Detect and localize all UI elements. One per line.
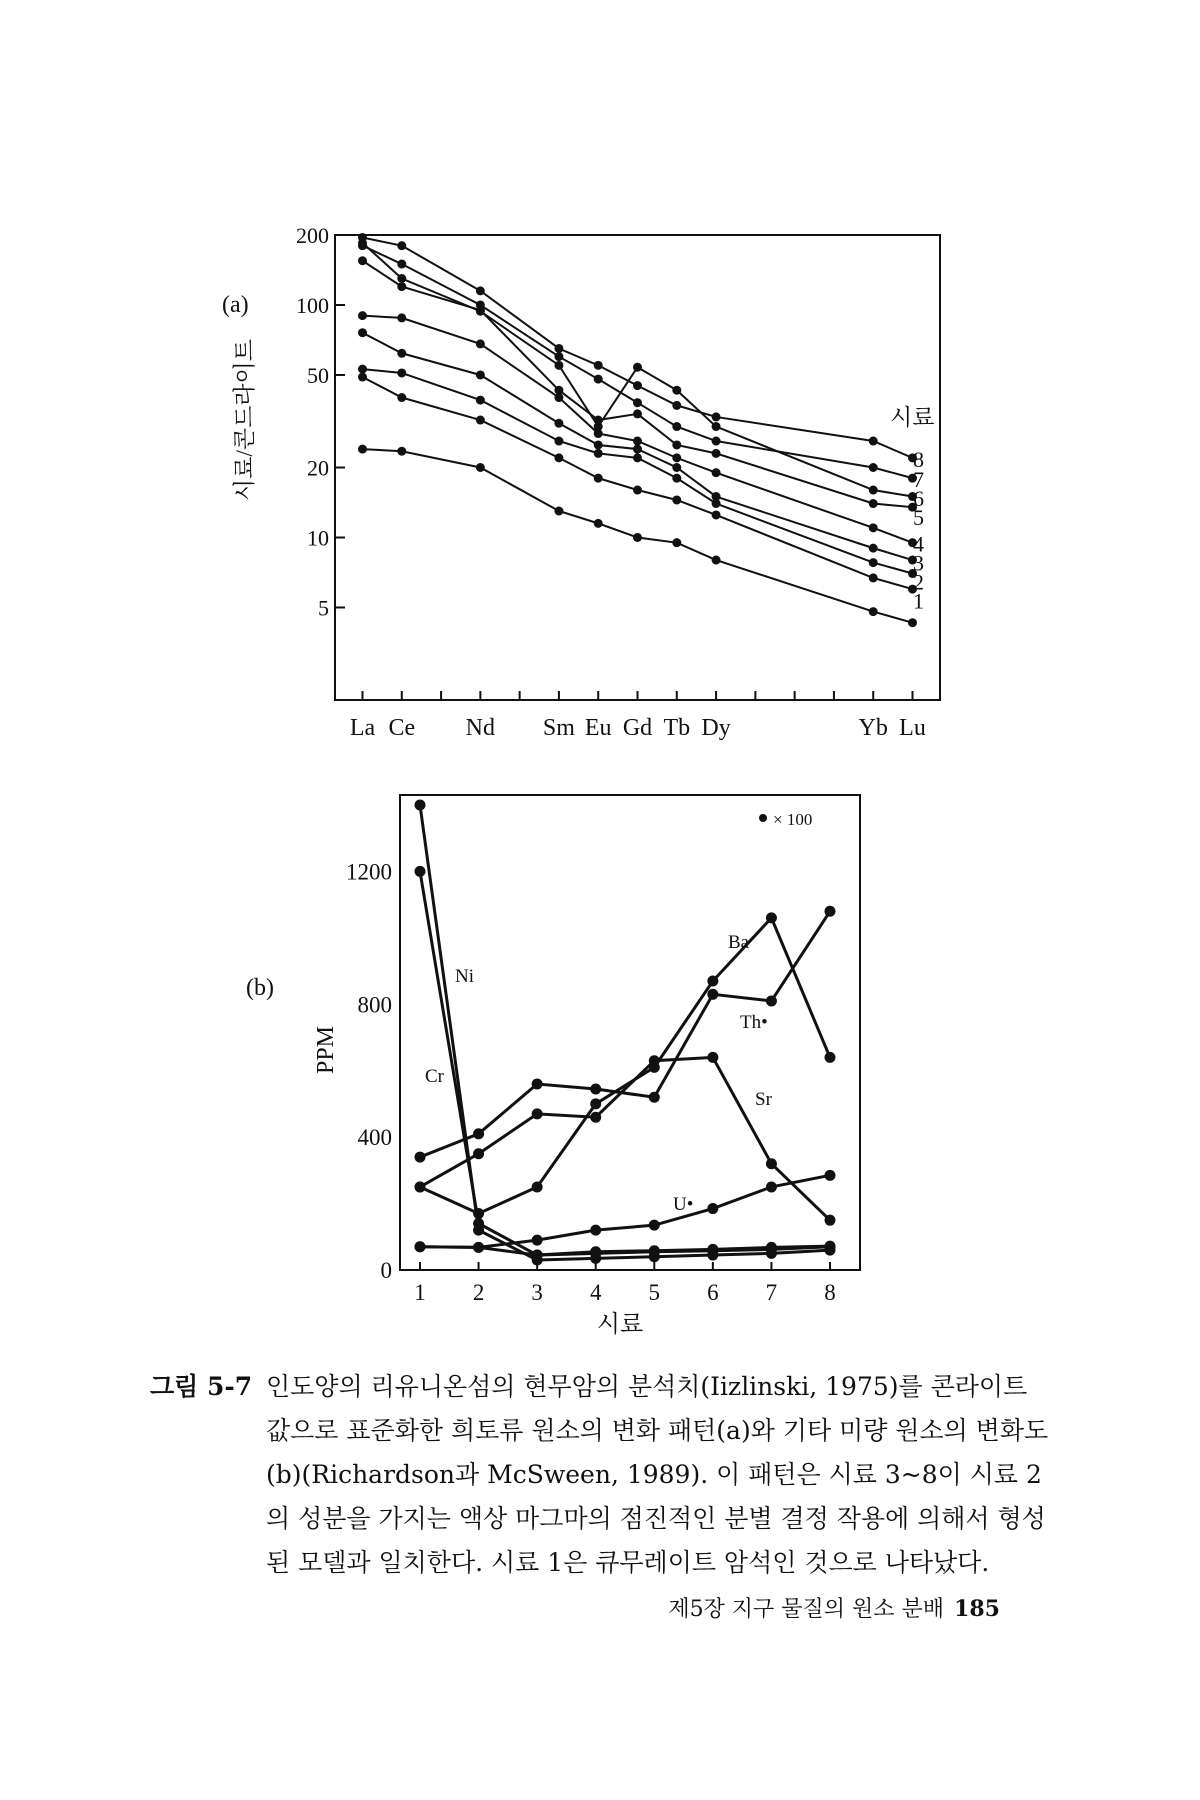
series-label: 6	[913, 486, 924, 512]
data-point	[766, 912, 777, 923]
data-point	[869, 499, 878, 508]
data-point	[649, 1220, 660, 1231]
data-point	[594, 416, 603, 425]
data-point	[415, 1241, 426, 1252]
chapter-title: 제5장 지구 물질의 원소 분배	[668, 1597, 945, 1622]
data-point	[633, 486, 642, 495]
series-label: Ni	[455, 966, 474, 987]
data-point	[766, 995, 777, 1006]
x-tick-label: Gd	[622, 715, 653, 741]
caption-text: 인도양의 리유니온섬의 현무암의 분석치(Iizlinski, 1975)를 콘라이트 값으로 표준화한 희토류 원소의 변화 패턴(a)와 기타 미량 원소의 변화도(b)(Richardson과 McSween, 1989). 이 패턴은 시료 3~8이 시료 2의 성분을 가지는 액상 마그마의 점진적인 분별 결정 작용에 의해서 형성된 모델과 일치한다. 시료 1은 큐무레이트 암석인 것으로 나타났다.	[266, 1372, 1049, 1577]
data-point	[594, 474, 603, 483]
data-point	[672, 440, 681, 449]
data-point	[590, 1246, 601, 1257]
data-point	[554, 361, 563, 370]
data-point	[473, 1218, 484, 1229]
data-point	[532, 1181, 543, 1192]
data-point	[707, 976, 718, 987]
series-line-8	[363, 238, 913, 458]
x-axis-label: 시료	[596, 1312, 644, 1338]
x-tick-label: Lu	[899, 715, 926, 741]
series-line-Sr	[420, 1057, 830, 1220]
series-line-Ni	[420, 805, 830, 1260]
y-tick-label: 1200	[346, 859, 392, 885]
data-point	[633, 381, 642, 390]
x-tick-label: 4	[589, 1280, 602, 1305]
data-point	[649, 1092, 660, 1103]
data-point	[358, 365, 367, 374]
page-number: 185	[954, 1596, 1000, 1622]
data-point	[633, 398, 642, 407]
data-point	[397, 260, 406, 269]
data-point	[712, 422, 721, 431]
data-point	[707, 1203, 718, 1214]
x-tick-label: 6	[707, 1280, 719, 1305]
data-point	[633, 363, 642, 372]
data-point	[473, 1208, 484, 1219]
data-point	[473, 1242, 484, 1253]
series-label: Sr	[755, 1089, 772, 1110]
data-point	[554, 506, 563, 515]
data-point	[825, 1170, 836, 1181]
data-point	[672, 453, 681, 462]
data-point	[358, 373, 367, 382]
data-point	[397, 241, 406, 250]
data-point	[672, 474, 681, 483]
data-point	[476, 286, 485, 295]
legend-title: 시료	[890, 405, 935, 430]
y-tick-label: 100	[296, 292, 329, 318]
x-tick-label: 7	[765, 1280, 778, 1305]
data-point	[869, 437, 878, 446]
data-point	[594, 449, 603, 458]
series-label: 5	[913, 505, 924, 531]
panel-label: (b)	[246, 975, 274, 1001]
data-point	[594, 361, 603, 370]
series-line-Th•	[420, 911, 830, 1157]
data-point	[825, 1052, 836, 1063]
data-point	[397, 368, 406, 377]
data-point	[633, 445, 642, 454]
y-tick-label: 20	[307, 455, 329, 481]
data-point	[397, 393, 406, 402]
data-point	[415, 1152, 426, 1163]
data-point	[766, 1242, 777, 1253]
series-line-4	[363, 316, 913, 543]
data-point	[397, 282, 406, 291]
data-point	[358, 311, 367, 320]
y-tick-label: 200	[296, 223, 329, 248]
x-tick-label: Tb	[663, 715, 691, 741]
data-point	[869, 573, 878, 582]
data-point	[532, 1108, 543, 1119]
data-point	[869, 486, 878, 495]
data-point	[766, 1181, 777, 1192]
data-point	[397, 349, 406, 358]
x-tick-label: La	[349, 715, 376, 741]
data-point	[476, 396, 485, 405]
data-point	[712, 437, 721, 446]
data-point	[358, 328, 367, 337]
data-point	[712, 510, 721, 519]
series-line-Cr	[420, 871, 830, 1255]
data-point	[358, 238, 367, 247]
x-tick-label: 8	[824, 1280, 836, 1305]
data-point	[712, 499, 721, 508]
data-point	[707, 1052, 718, 1063]
data-point	[869, 558, 878, 567]
series-label: 8	[913, 446, 924, 472]
figure-caption	[150, 1365, 1050, 1585]
caption-label: 그림 5-7	[150, 1372, 253, 1401]
x-tick-label: Eu	[584, 715, 612, 741]
data-point	[633, 409, 642, 418]
data-point	[908, 618, 917, 627]
data-point	[476, 370, 485, 379]
legend-label: × 100	[773, 810, 813, 829]
data-point	[712, 468, 721, 477]
y-tick-label: 400	[357, 1125, 392, 1151]
data-point	[649, 1245, 660, 1256]
x-tick-label: 1	[414, 1280, 426, 1305]
data-point	[590, 1225, 601, 1236]
series-label: Cr	[425, 1066, 444, 1087]
data-point	[712, 412, 721, 421]
data-point	[554, 453, 563, 462]
data-point	[594, 429, 603, 438]
data-point	[712, 556, 721, 565]
y-tick-label: 10	[307, 525, 329, 551]
x-tick-label: Nd	[465, 715, 496, 741]
series-line-Ba	[420, 918, 830, 1214]
data-point	[707, 1244, 718, 1255]
legend-marker	[759, 814, 767, 822]
x-tick-label: Yb	[858, 715, 888, 741]
data-point	[712, 449, 721, 458]
data-point	[633, 453, 642, 462]
data-point	[649, 1055, 660, 1066]
panel-label: (a)	[222, 292, 249, 318]
y-axis-label: PPM	[313, 1025, 339, 1075]
data-point	[476, 463, 485, 472]
data-point	[869, 607, 878, 616]
data-point	[358, 445, 367, 454]
data-point	[554, 352, 563, 361]
series-line-1	[363, 377, 913, 589]
series-label: 7	[913, 467, 924, 493]
x-tick-label: 3	[531, 1280, 543, 1305]
data-point	[590, 1112, 601, 1123]
series-label: U•	[673, 1194, 694, 1215]
data-point	[532, 1078, 543, 1089]
data-point	[594, 375, 603, 384]
plot-frame	[400, 795, 860, 1270]
data-point	[672, 495, 681, 504]
data-point	[532, 1250, 543, 1261]
data-point	[869, 463, 878, 472]
plot-frame	[335, 235, 940, 700]
trace-element-chart	[0, 770, 1200, 1370]
data-point	[825, 1241, 836, 1252]
data-point	[554, 393, 563, 402]
y-tick-label: 0	[380, 1258, 392, 1283]
data-point	[594, 440, 603, 449]
data-point	[672, 422, 681, 431]
series-label: 4	[913, 531, 924, 557]
series-label: 1	[913, 588, 924, 614]
rare-earth-chart	[0, 0, 1200, 770]
data-point	[476, 339, 485, 348]
data-point	[415, 866, 426, 877]
data-point	[473, 1148, 484, 1159]
data-point	[415, 1181, 426, 1192]
data-point	[554, 419, 563, 428]
data-point	[473, 1128, 484, 1139]
y-tick-label: 50	[307, 362, 329, 388]
data-point	[707, 989, 718, 1000]
data-point	[766, 1158, 777, 1169]
data-point	[869, 523, 878, 532]
data-point	[869, 544, 878, 553]
y-axis-label: 시료/콘드라이트	[232, 339, 257, 501]
series-label: 2	[913, 569, 924, 595]
data-point	[590, 1083, 601, 1094]
page-footer	[668, 1592, 1000, 1623]
data-point	[672, 463, 681, 472]
data-point	[554, 437, 563, 446]
data-point	[633, 437, 642, 446]
x-tick-label: Ce	[388, 715, 416, 741]
x-tick-label: Sm	[542, 715, 575, 741]
data-point	[415, 799, 426, 810]
data-point	[532, 1235, 543, 1246]
series-label: Th•	[740, 1012, 768, 1033]
data-point	[672, 401, 681, 410]
series-label: 3	[913, 550, 924, 576]
data-point	[397, 274, 406, 283]
data-point	[397, 447, 406, 456]
data-point	[825, 906, 836, 917]
data-point	[476, 306, 485, 315]
x-tick-label: Dy	[701, 715, 731, 741]
data-point	[672, 386, 681, 395]
series-label: Ba	[728, 932, 750, 953]
data-point	[358, 256, 367, 265]
y-tick-label: 5	[318, 595, 329, 621]
data-point	[594, 519, 603, 528]
y-tick-label: 800	[357, 992, 392, 1018]
data-point	[397, 313, 406, 322]
data-point	[476, 416, 485, 425]
data-point	[633, 533, 642, 542]
data-point	[825, 1215, 836, 1226]
data-point	[672, 538, 681, 547]
data-point	[590, 1098, 601, 1109]
x-tick-label: 5	[648, 1280, 661, 1305]
x-tick-label: 2	[472, 1280, 485, 1305]
data-point	[554, 344, 563, 353]
